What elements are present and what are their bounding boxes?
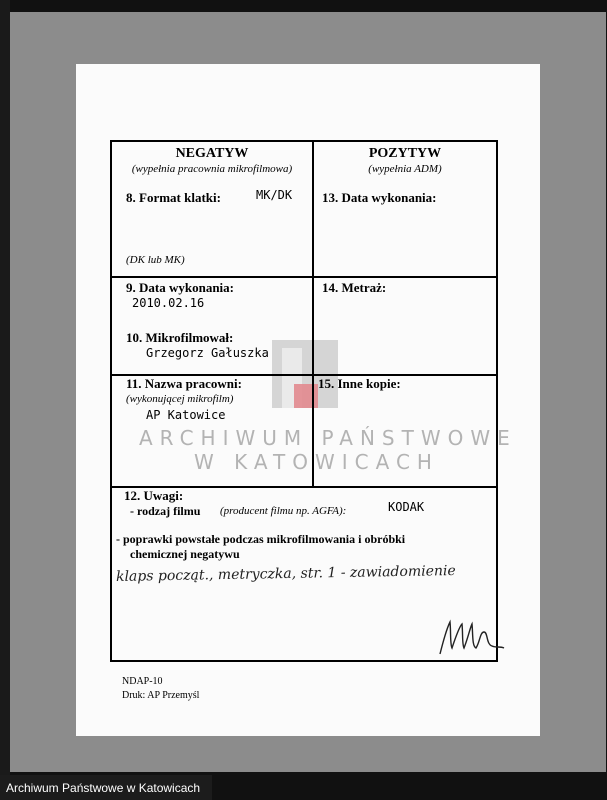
field-12-label: 12. Uwagi: (124, 488, 184, 503)
field-12-film-hint: (producent filmu np. AGFA): (220, 505, 347, 517)
field-8-value: MK/DK (256, 188, 293, 202)
handwritten-signature (436, 618, 506, 658)
archive-label: Archiwum Państwowe w Katowicach (6, 781, 201, 795)
field-8-hint: (DK lub MK) (126, 254, 185, 266)
field-9-value: 2010.02.16 (132, 296, 205, 310)
field-12-film-value: KODAK (388, 500, 425, 514)
field-11-subtitle: (wykonującej mikrofilm) (126, 393, 234, 405)
field-12-film-label: - rodzaj filmu (130, 504, 201, 518)
field-12-corrections-line1: - poprawki powstałe podczas mikrofilmowania i obróbki (116, 532, 406, 546)
archive-label-bar (0, 775, 212, 800)
watermark-line-1: ARCHIWUM PAŃSTWOWE (139, 426, 517, 450)
field-11-value: AP Katowice (146, 408, 226, 422)
negatyw-title: NEGATYW (175, 146, 249, 161)
row-divider (112, 276, 496, 278)
field-15-label: 15. Inne kopie: (318, 376, 401, 391)
print-info: Druk: AP Przemyśl (122, 690, 200, 701)
field-11-label: 11. Nazwa pracowni: (126, 376, 242, 391)
form-table (110, 140, 498, 662)
film-edge (0, 0, 10, 800)
pozytyw-title: POZYTYW (368, 146, 442, 161)
watermark-line-2: W KATOWICACH (194, 450, 439, 474)
field-12-corrections-line2: chemicznej negatywu (130, 547, 240, 561)
form-code: NDAP-10 (122, 676, 163, 687)
field-10-label: 10. Mikrofilmował: (126, 330, 234, 345)
field-13-label: 13. Data wykonania: (322, 190, 437, 205)
field-10-value: Grzegorz Gałuszka (146, 346, 269, 360)
field-14-label: 14. Metraż: (322, 280, 387, 295)
pozytyw-subtitle: (wypełnia ADM) (368, 163, 442, 175)
negatyw-subtitle: (wypełnia pracownia mikrofilmowa) (131, 163, 293, 175)
field-12-handwritten-note: klaps począt., metryczka, str. 1 - zawiadomienie (115, 563, 456, 585)
field-8-label: 8. Format klatki: (126, 190, 221, 205)
field-9-label: 9. Data wykonania: (126, 280, 234, 295)
